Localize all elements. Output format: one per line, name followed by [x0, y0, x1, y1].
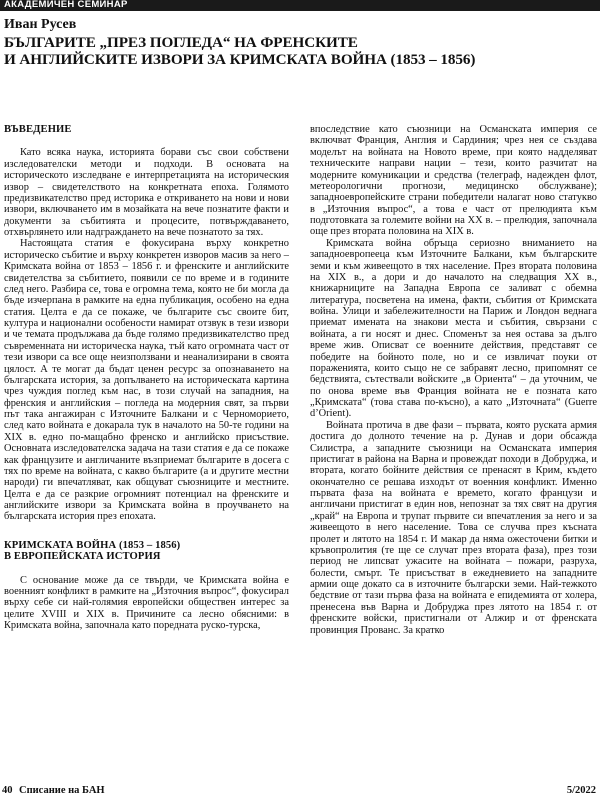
- right-paragraph-3: Войната протича в две фази – първата, която руската армия достига до долното течение на р. Дунав и дори обсажда Силистра, а западните съюзници на Османската империя пристигат в района на Варна и провеждат походи в Добруджа, и втората, когато бойните действия се пренасят в Крим, където окончателно се решава изходът от военния конфликт. Именно първата фаза на войната е времето, когато французи и англичани пристигат в един нов, непознат за тях свят на другия „край“ на Европа и трупат първите си впечатления за него и за живеещото в него население. Това се случва през късната пролет и лятото на 1854 г. И макар да няма ожесточени битки и кръвопролития (те ще се случат през втората фаза), през този период не липсват ужасите на войната – пожари, разруха, болести, смърт. Те присъстват в ежедневието на западните армии още докато са в източните български земи. Най-тежкото бедствие от тази първа фаза на войната е епидемията от холера, пренесена във Варна и Добруджа през лятото на 1854 г. от френските войски, пристигнали от Алжир и от френската провинция Прованс. За кратко: [310, 419, 597, 636]
- article-title: [4, 34, 598, 68]
- title-line-2: И АНГЛИЙСКИТЕ ИЗВОРИ ЗА КРИМСКАТА ВОЙНА (1853 – 1856): [4, 51, 476, 68]
- crimean-heading-line-1: КРИМСКАТА ВОЙНА (1853 – 1856): [4, 539, 181, 551]
- right-paragraph-1: впоследствие като съюзници на Османската империя се включват Франция, Англия и Сардиния; чрез нея се създава моделът на войната на Новото време, при която надделяват техническите направи нации – тези, които разчитат на модерните комуникации и средства (телеграф, надежден флот, метеорологични прогнози, медицинско обслужване); западноевропейските страни победители налагат ново статукво в „Източния въпрос“, а това е част от прелюдията към подготовката за големите войни на XX в. – прелюдия, започнала още през втората половина на XIX в.: [310, 124, 597, 238]
- right-column: [310, 124, 597, 636]
- page-footer: [0, 785, 600, 800]
- page-number: 40: [2, 785, 13, 796]
- left-column: [4, 124, 289, 631]
- title-line-1: БЪЛГАРИТЕ „ПРЕЗ ПОГЛЕДА“ НА ФРЕНСКИТЕ: [4, 34, 358, 51]
- right-paragraph-2: Кримската война обръща сериозно вниманието на западноевропееца към Източните Балкани, към българските земи и към живеещото в тях население. През втората половина на XIX в., а дори и до началото на следващия XX в., книжарниците на Западна Европа се заливат с обемна литература, посветена на имена, факти, събития от Кримската война. Улици и забележителности на Париж и Лондон веднага приемат имената на знакови места и събития, свързани с войната, а ги носят и днес. Споменът за нея остава за дълго време жив. Описват се военните действия, представят се победите на бойното поле, но и се извличат поуки от пораженията, които също не се забравят лесно, припомнят се бедствията, сътествали войските „в Ориента“ – да уточним, че по онова време във Франция войната не е позната като „Кримската“ (това става по-късно), а като „Източната“ (Guerre d’Orient).: [310, 237, 597, 420]
- crimean-war-heading: [4, 540, 289, 563]
- intro-heading: ВЪВЕДЕНИЕ: [4, 124, 72, 135]
- author-name: Иван Русев: [4, 17, 77, 32]
- left-paragraph-3: С основание може да се твърди, че Кримската война е военният конфликт в рамките на „Източния въпрос“, фокусирал върху себе си най-голямия европейски обществен интерес за целите XVIII и XIX в. Причините са лесно обясними: в Кримската война, започнала като поредната руско-турска,: [4, 574, 289, 631]
- left-paragraph-2: Настоящата статия е фокусирана върху конкретно историческо събитие и върху конкретен изворов масив за него – Кримската война от 1853 – 1856 г. и френските и английските свидетелства за събитието, появили се по време и в годините след него. Разбира се, това е огромна тема, която не би могла да бъде изчерпана в рамките на една публикация, особено на една статия. Целта е да се покаже, че българите със своите бит, култура и национални особености намират отзвук в тези извори и че темата продължава да бъде голямо предизвикателство пред съвременната ни историческа наука, тъй като огромната част от тези извори са все още неизползвани и неанализирани в своята цялост. А те могат да бъдат ценен ресурс за опознаването на българската история, за допълването на историческата картина чрез чуждия поглед към нас, в този случай на западния, на френския и английския – погледа на модерния свят, за първи път така ангажиран с Източните Балкани и с Черноморието, след като войната е докарала тук в началото на 50-те години на XIX в. едно по-мащабно френско и английско присъствие. Основната изследователска задача на тази статия е да се покаже как французите и англичаните възприемат българите в досега с тях по време на войната, с какво българите (а и другите местни народи) ги впечатляват, как общуват съюзниците и местните. Целта е да се разкрие огромният потенциал на френските и английските извори за Кримската война в проучването на българската история през епохата.: [4, 238, 289, 523]
- left-paragraph-1: Като всяка наука, историята борави със свои собствени изследователски методи и подходи. В основата на историческото изследване е интерпретацията на историческия извор – свидетелството на конкретната епоха. Голямото предизвикателство пред историка е откриването на нови и нови извори, включването им в мозайката на вече познатите факти и документи за събитията и процесите, потвърждаването, отхвърлянето или надграждането на вече познатото за тях.: [4, 147, 289, 238]
- section-header-bar: [0, 0, 600, 11]
- issue-number: 5/2022: [566, 785, 596, 796]
- crimean-heading-line-2: В ЕВРОПЕЙСКАТА ИСТОРИЯ: [4, 551, 161, 563]
- section-label: АКАДЕМИЧЕН СЕМИНАР: [4, 0, 128, 10]
- journal-name: Списание на БАН: [19, 785, 105, 796]
